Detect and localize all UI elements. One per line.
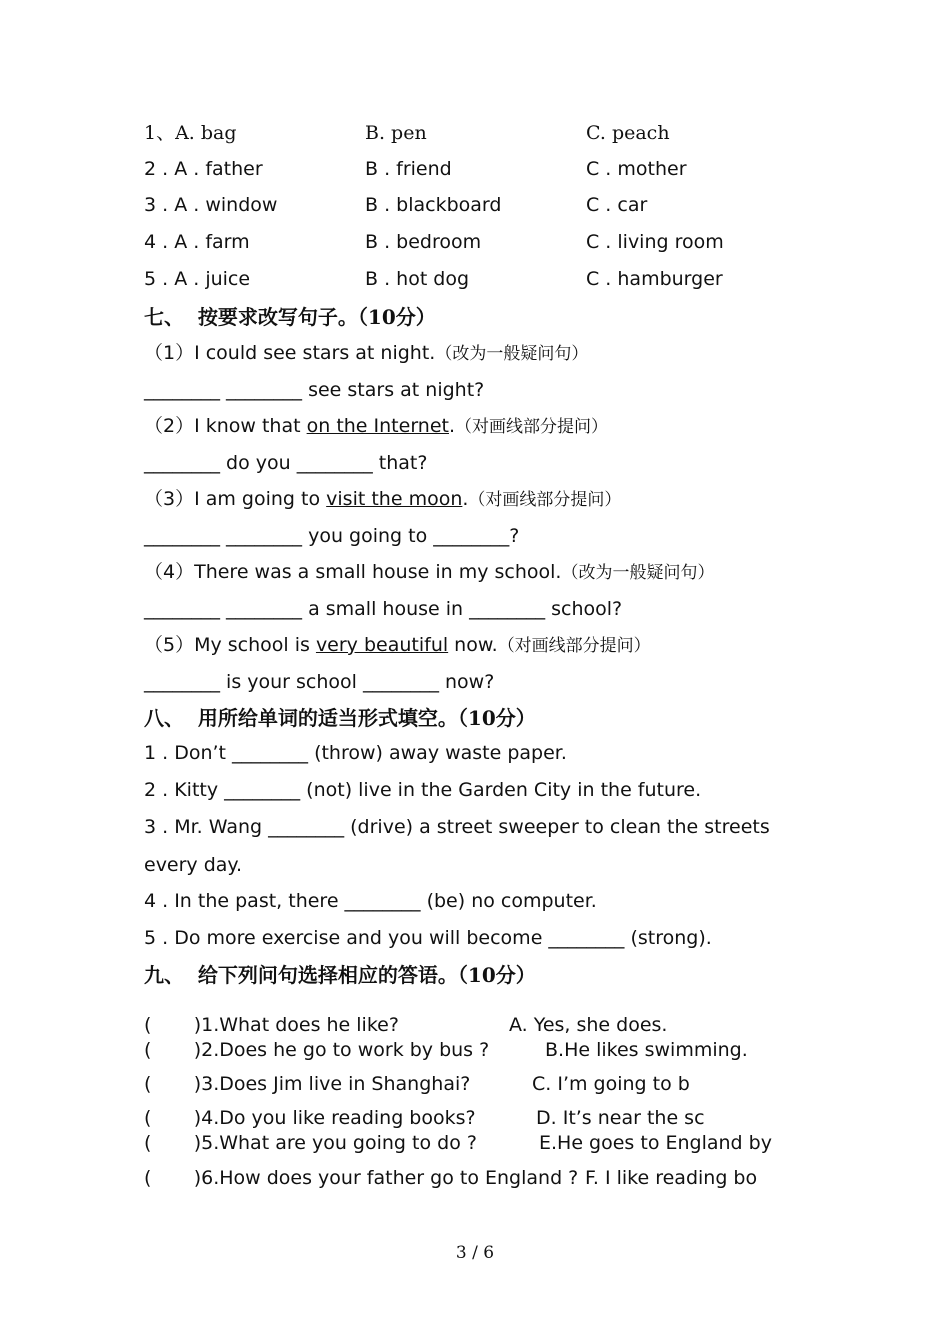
s7-question-4: （4）There was a small house in my school.（改为一般疑问句）: [144, 561, 715, 583]
s7-answer-5: ________ is your school ________ now?: [144, 671, 495, 693]
choice-1-b: B. pen: [365, 122, 427, 144]
s9-answer-f: F. I like reading bo: [585, 1167, 758, 1189]
s7-answer-4: ________ ________ a small house in ________ school?: [144, 598, 623, 620]
s7-question-5: （5）My school is very beautiful now.（对画线部分提问）: [144, 634, 651, 656]
choice-5-a: 5 . A . juice: [144, 268, 251, 290]
s8-item-1: 1 . Don’t ________ (throw) away waste paper.: [144, 742, 567, 764]
s9-question-1: ( )1.What does he like?: [144, 1014, 399, 1036]
s9-answer-c: C. I’m going to b: [532, 1073, 690, 1095]
section-9-title: 九、 给下列问句选择相应的答语。（10分）: [144, 963, 536, 987]
choice-1-c: C. peach: [586, 122, 670, 144]
choice-3-c: C . car: [586, 194, 648, 216]
s9-answer-d: D. It’s near the sc: [536, 1107, 705, 1129]
s9-answer-b: B.He likes swimming.: [545, 1039, 748, 1061]
s7-answer-2: ________ do you ________ that?: [144, 452, 428, 474]
s8-item-2: 2 . Kitty ________ (not) live in the Garden City in the future.: [144, 779, 702, 801]
choice-2-b: B . friend: [365, 158, 452, 180]
section-8-title: 八、 用所给单词的适当形式填空。（10分）: [144, 706, 536, 730]
choice-3-a: 3 . A . window: [144, 194, 278, 216]
s7-question-1: （1）I could see stars at night.（改为一般疑问句）: [144, 342, 589, 364]
s9-answer-a: A. Yes, she does.: [509, 1014, 668, 1036]
s9-answer-e: E.He goes to England by: [539, 1132, 772, 1154]
s8-item-4: 4 . In the past, there ________ (be) no computer.: [144, 890, 597, 912]
section-7-title: 七、 按要求改写句子。（10分）: [144, 305, 436, 329]
choice-3-b: B . blackboard: [365, 194, 502, 216]
s9-question-4: ( )4.Do you like reading books?: [144, 1107, 476, 1129]
s7-answer-1: ________ ________ see stars at night?: [144, 379, 485, 401]
choice-5-c: C . hamburger: [586, 268, 723, 290]
choice-5-b: B . hot dog: [365, 268, 470, 290]
choice-4-b: B . bedroom: [365, 231, 482, 253]
s8-item-5: 5 . Do more exercise and you will become ________ (strong).: [144, 927, 712, 949]
s7-answer-3: ________ ________ you going to ________?: [144, 525, 520, 547]
choice-1-a: 1、A. bag: [144, 122, 237, 144]
choice-4-a: 4 . A . farm: [144, 231, 250, 253]
choice-2-a: 2 . A . father: [144, 158, 263, 180]
s8-item-3-cont: every day.: [144, 854, 242, 876]
s9-question-2: ( )2.Does he go to work by bus ?: [144, 1039, 490, 1061]
page-number: 3 / 6: [455, 1243, 495, 1263]
s7-question-3: （3）I am going to visit the moon.（对画线部分提问）: [144, 488, 622, 510]
choice-2-c: C . mother: [586, 158, 687, 180]
s8-item-3: 3 . Mr. Wang ________ (drive) a street sweeper to clean the streets: [144, 816, 770, 838]
s9-question-3: ( )3.Does Jim live in Shanghai?: [144, 1073, 471, 1095]
s9-question-5: ( )5.What are you going to do ?: [144, 1132, 477, 1154]
choice-4-c: C . living room: [586, 231, 724, 253]
s7-question-2: （2）I know that on the Internet.（对画线部分提问）: [144, 415, 609, 437]
s9-question-6: ( )6.How does your father go to England ?: [144, 1167, 579, 1189]
